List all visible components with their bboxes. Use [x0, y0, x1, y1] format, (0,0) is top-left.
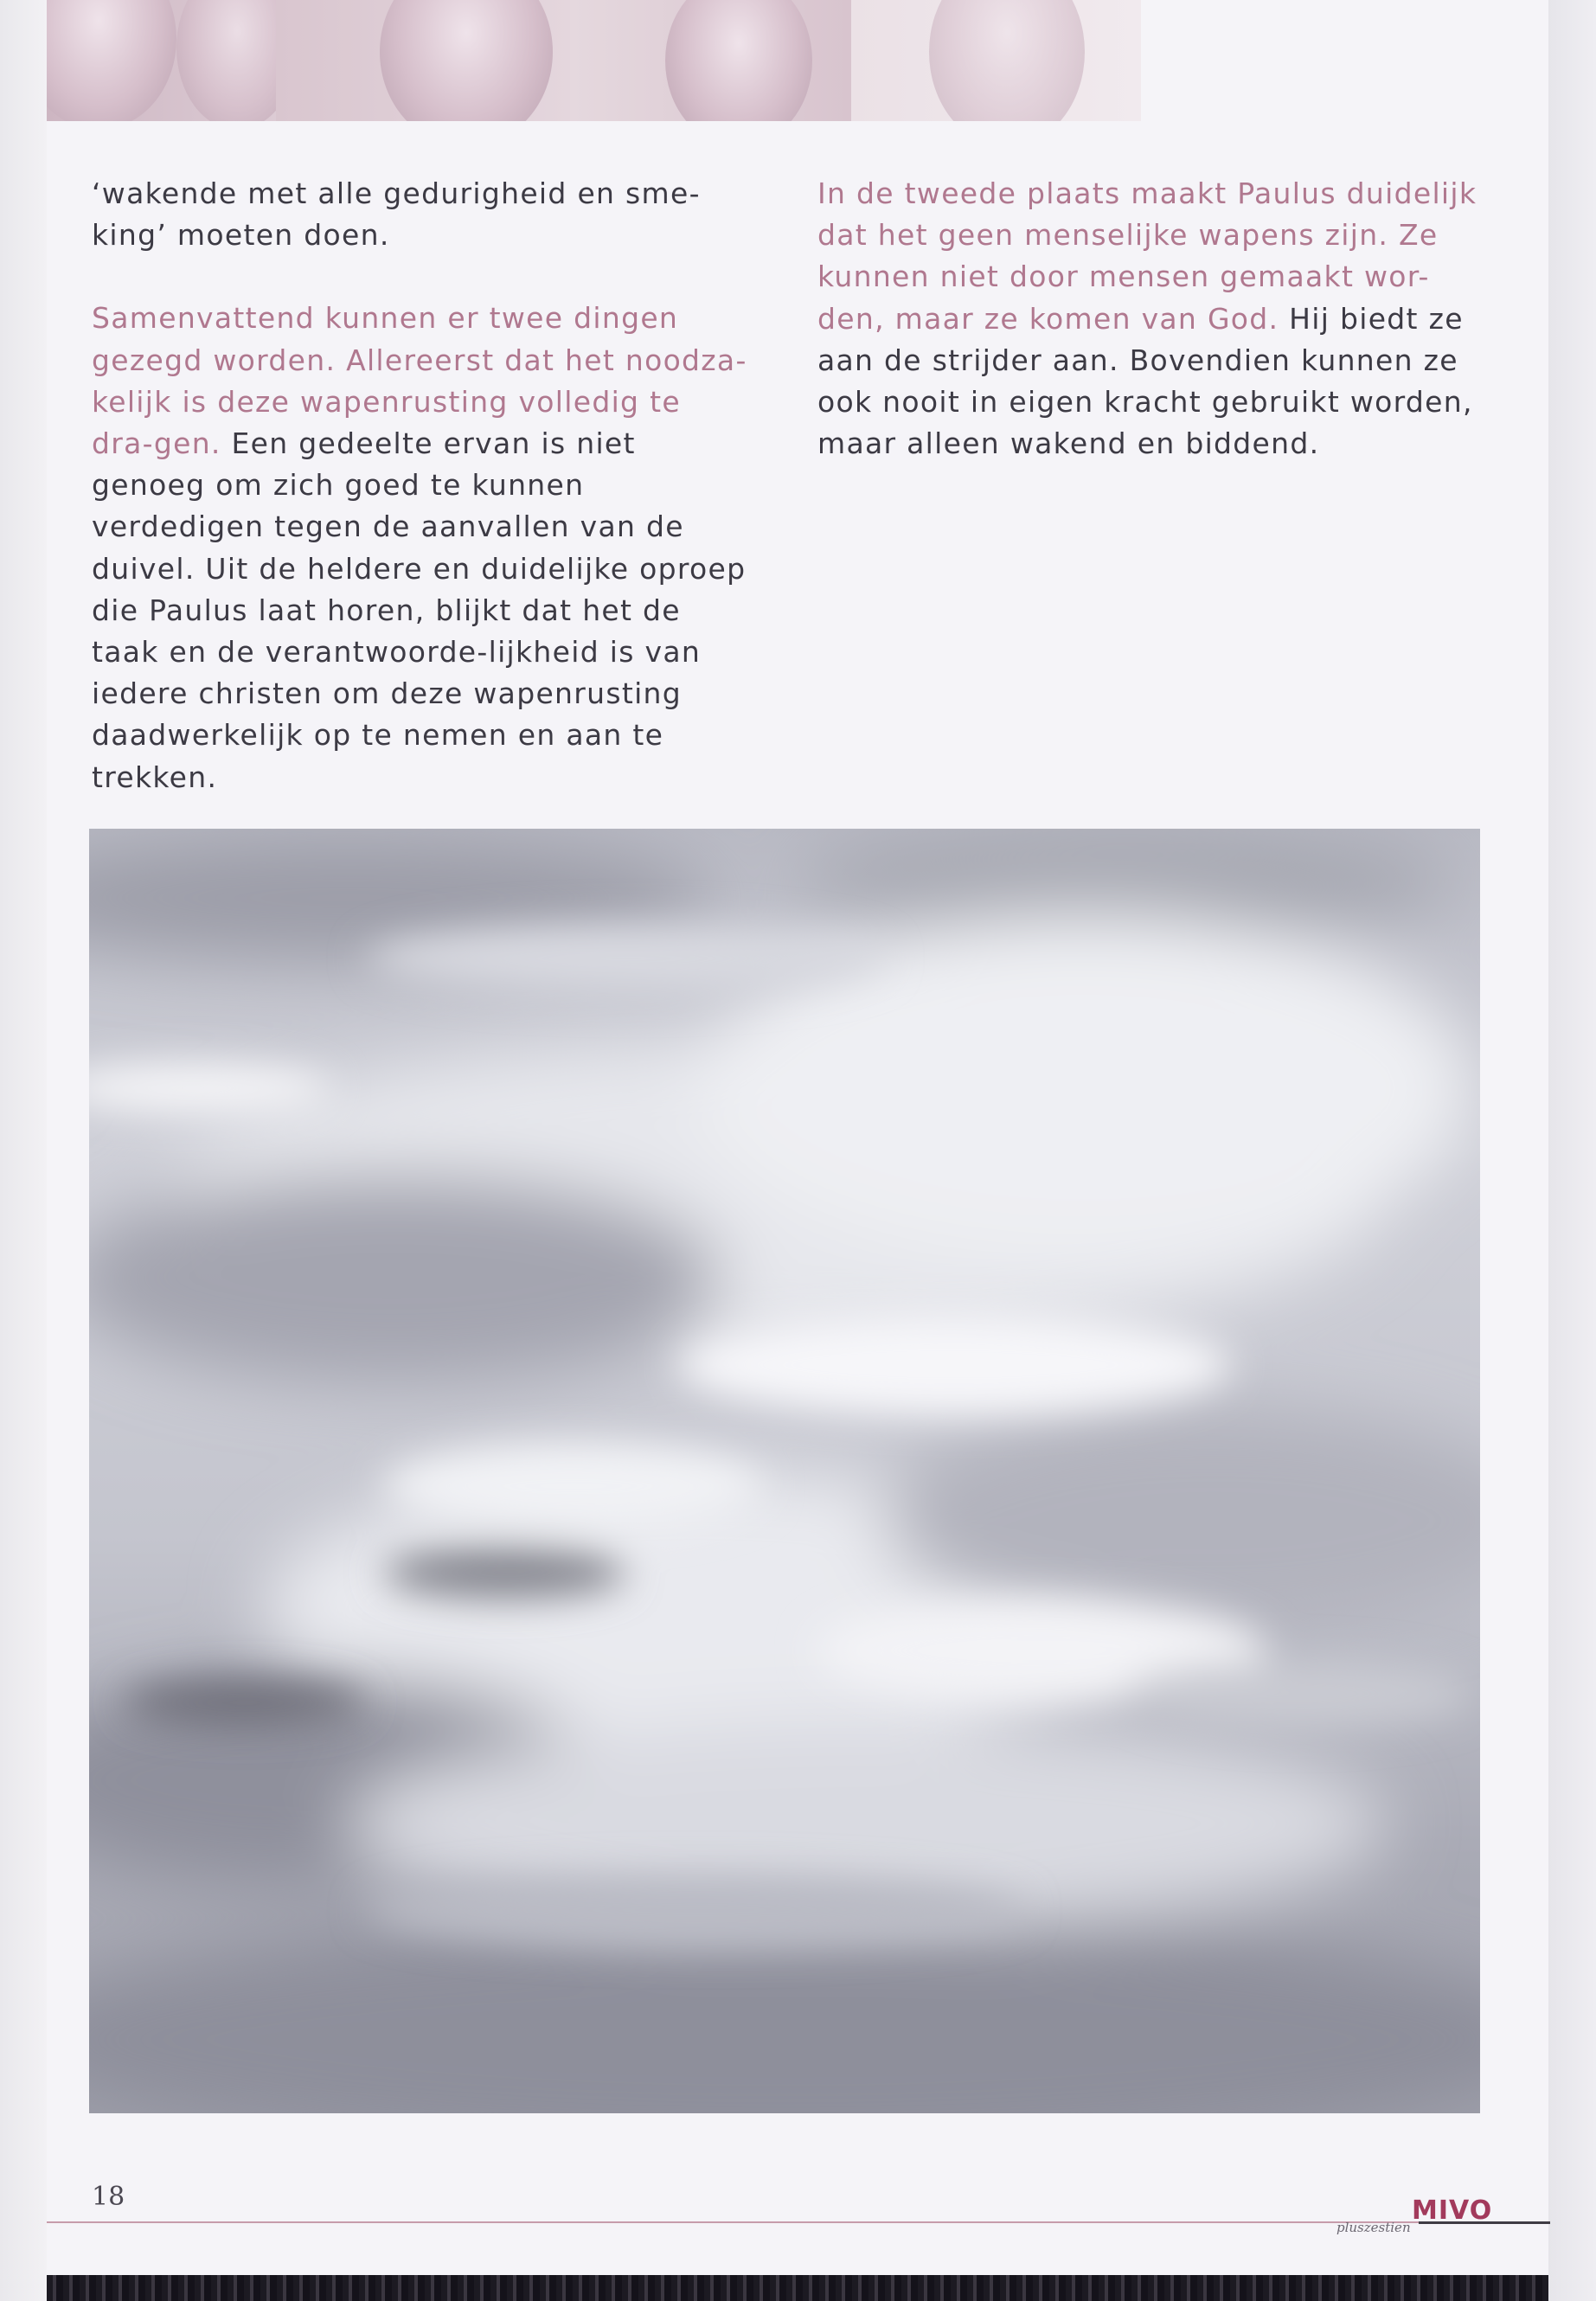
- page-left-edge: [0, 0, 47, 2301]
- bottom-dark-strip: [47, 2275, 1548, 2301]
- header-photo-strip: [47, 0, 1141, 121]
- paragraph-left-2-highlight: Samenvattend kunnen er twee dingen gezegd worden. Allereerst dat het noodza-kelijk is deze wapenrusting volledig te dra-gen.: [92, 301, 747, 461]
- header-photo-4: [851, 0, 1141, 121]
- footer-tag: pluszestien: [1336, 2220, 1411, 2235]
- header-photo-2: [276, 0, 570, 121]
- cloudy-sky-photo: [89, 829, 1480, 2113]
- header-photo-3: [570, 0, 851, 121]
- text-column-left: [92, 173, 749, 840]
- text-column-right: [817, 173, 1488, 506]
- paragraph-right-1-body: Hij biedt ze aan de strijder aan. Bovendien kunnen ze ook nooit in eigen kracht gebruikt worden, maar alleen wakend en biddend.: [817, 301, 1473, 461]
- paragraph-left-1: ‘wakende met alle gedurigheid en sme-king’ moeten doen.: [92, 176, 701, 253]
- header-photo-1: [47, 0, 276, 121]
- page-number: 18: [92, 2182, 125, 2212]
- footer-rule: [47, 2221, 1550, 2223]
- paragraph-left-2: [92, 298, 749, 798]
- paragraph-right-1-highlight: In de tweede plaats maakt Paulus duidelijk dat het geen menselijke wapens zijn. Ze kunnen niet door mensen gemaakt wor-den, maar ze komen van God.: [817, 176, 1477, 336]
- mivo-logo: MIVO: [1412, 2195, 1493, 2226]
- paragraph-right-1: [817, 173, 1488, 465]
- paragraph-left-2-body: Een gedeelte ervan is niet genoeg om zich goed te kunnen verdedigen tegen de aanvallen van de duivel. Uit de heldere en duidelijke oproep die Paulus laat horen, blijkt dat het de taak en de verantwoorde-lijkheid is van iedere christen om deze wapenrusting daadwerkelijk op te nemen en aan te trekken.: [92, 426, 747, 794]
- page-right-edge: [1548, 0, 1596, 2301]
